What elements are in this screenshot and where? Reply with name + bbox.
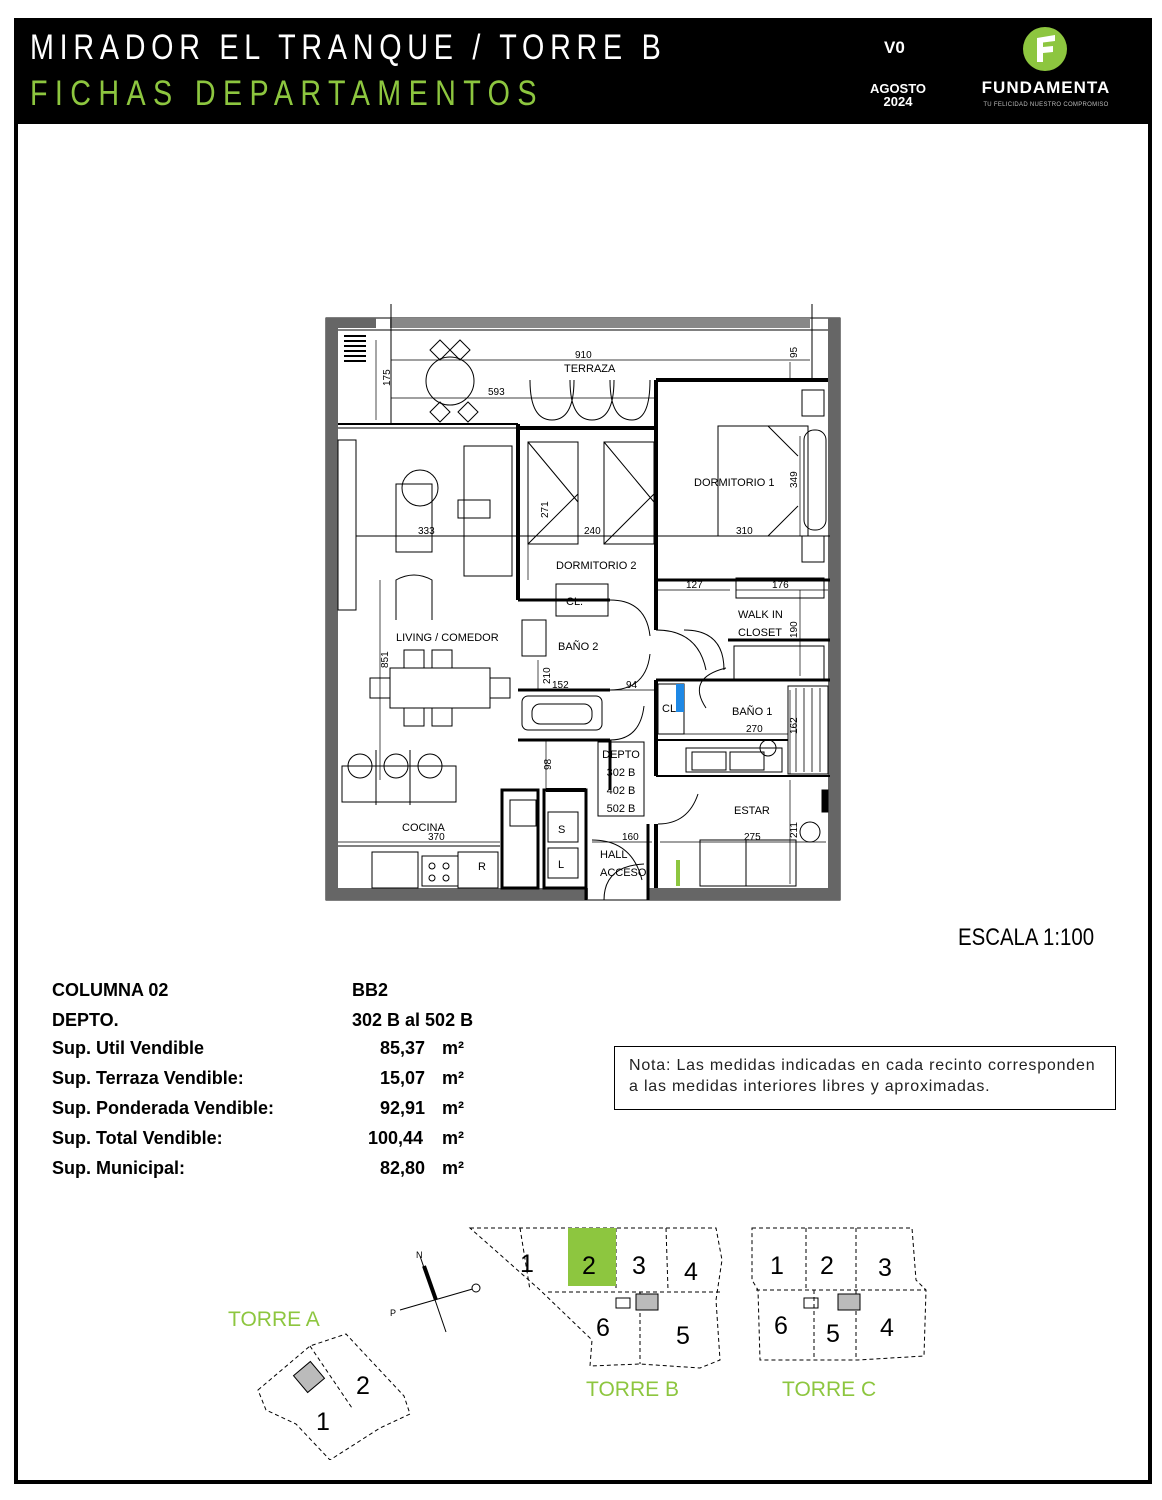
dim-94: 94	[626, 680, 638, 691]
torre-c-unit-6: 6	[774, 1312, 788, 1340]
spec-value: 82,80	[380, 1158, 426, 1178]
depto-box-unit-502: 502 B	[606, 803, 636, 815]
spec-label: COLUMNA 02	[52, 980, 169, 1000]
torre-a-unit-1: 1	[316, 1408, 330, 1436]
torre-c-unit-5: 5	[826, 1320, 840, 1348]
room-label-bano-1: BAÑO 1	[732, 706, 773, 718]
dim-162: 162	[789, 717, 800, 734]
dim-910: 910	[575, 350, 592, 361]
spec-unit: m²	[442, 1128, 464, 1148]
torre-c-unit-4: 4	[880, 1314, 894, 1342]
north-arrow-icon	[400, 1256, 480, 1332]
spec-value: 302 B al 502 B	[352, 1010, 474, 1030]
torre-c-unit-2: 2	[820, 1252, 834, 1280]
spec-label: Sup. Ponderada Vendible:	[52, 1098, 275, 1118]
torre-b-unit-1: 1	[520, 1250, 534, 1278]
note-line-2: a las medidas interiores libres y aproximadas.	[629, 1078, 991, 1095]
scale-label: ESCALA 1:100	[958, 924, 1095, 951]
room-label-hall-2: ACCESO	[600, 867, 647, 879]
dim-240: 240	[584, 526, 601, 537]
compass-n-label: N	[416, 1250, 423, 1260]
dim-211: 211	[789, 822, 800, 838]
room-label-bano-2: BAÑO 2	[558, 641, 599, 653]
room-label-cocina: COCINA	[402, 822, 445, 834]
dim-98: 98	[543, 758, 554, 770]
spec-unit: m²	[442, 1158, 464, 1178]
measurement-note	[614, 1046, 1116, 1110]
floor-plan	[320, 302, 845, 904]
room-label-living: LIVING / COMEDOR	[396, 632, 499, 644]
dim-270: 270	[746, 724, 763, 735]
torre-c-unit-3: 3	[878, 1254, 892, 1282]
closet-label-b: CL	[662, 703, 677, 715]
room-label-hall-1: HALL	[600, 849, 628, 861]
key-plan	[220, 1220, 940, 1460]
dim-190: 190	[789, 621, 800, 638]
spec-unit: m²	[442, 1068, 464, 1088]
dim-275: 275	[744, 832, 761, 843]
spec-value: 85,37	[380, 1038, 426, 1058]
spec-value: BB2	[352, 980, 389, 1000]
depto-box-unit-402: 402 B	[606, 785, 636, 797]
spec-label: Sup. Util Vendible	[52, 1038, 205, 1058]
torre-b-unit-2: 2	[582, 1252, 596, 1280]
room-label-terraza: TERRAZA	[564, 363, 616, 375]
dim-310: 310	[736, 526, 753, 537]
laundry-label-s: S	[558, 824, 566, 836]
brand-tagline: TU FELICIDAD NUESTRO COMPROMISO	[983, 102, 1109, 108]
spec-label: Sup. Municipal:	[52, 1158, 185, 1178]
fridge-label: R	[478, 861, 486, 873]
dim-370: 370	[428, 832, 445, 843]
depto-box-title: DEPTO	[602, 749, 640, 761]
spec-value: 15,07	[380, 1068, 426, 1088]
closet-label-a: CL.	[566, 596, 584, 608]
torre-b-label: TORRE B	[586, 1378, 679, 1401]
dim-271: 271	[540, 501, 551, 518]
torre-b-unit-5: 5	[676, 1322, 690, 1350]
depto-box-unit-302: 302 B	[606, 767, 636, 779]
dim-152: 152	[552, 680, 569, 691]
spec-value: 100,44	[368, 1128, 424, 1148]
room-label-walkin-2: CLOSET	[738, 627, 783, 639]
brand-name: FUNDAMENTA	[981, 78, 1111, 97]
room-label-dormitorio-2: DORMITORIO 2	[556, 560, 637, 572]
dim-175: 175	[382, 369, 393, 386]
dim-210: 210	[542, 667, 553, 684]
dim-176: 176	[772, 580, 789, 591]
spec-unit: m²	[442, 1098, 464, 1118]
date-year: 2024	[883, 94, 913, 109]
page-subtitle: FICHAS DEPARTAMENTOS	[30, 74, 544, 113]
torre-b-unit-6: 6	[596, 1314, 610, 1342]
torre-c-label: TORRE C	[782, 1378, 877, 1401]
dim-95: 95	[789, 346, 800, 358]
project-title: MIRADOR EL TRANQUE / TORRE B	[30, 28, 667, 67]
torre-a-label: TORRE A	[228, 1308, 320, 1331]
date-month: AGOSTO	[869, 81, 927, 96]
spec-label: Sup. Total Vendible:	[52, 1128, 223, 1148]
dim-333: 333	[418, 526, 435, 537]
dim-593: 593	[488, 387, 505, 398]
room-label-walkin-1: WALK IN	[738, 609, 783, 621]
version-label: V0	[884, 38, 905, 57]
dim-160: 160	[622, 832, 639, 843]
laundry-label-l: L	[558, 859, 565, 871]
dim-851: 851	[380, 651, 391, 668]
torre-c-unit-1: 1	[770, 1252, 784, 1280]
torre-b-unit-3: 3	[632, 1252, 646, 1280]
spec-value: 92,91	[380, 1098, 426, 1118]
dim-127: 127	[686, 580, 703, 591]
note-line-1: Nota: Las medidas indicadas en cada recinto corresponden	[629, 1057, 1096, 1074]
room-label-dormitorio-1: DORMITORIO 1	[694, 477, 775, 489]
torre-b-unit-4: 4	[684, 1258, 698, 1286]
spec-label: DEPTO.	[52, 1010, 119, 1030]
room-label-estar: ESTAR	[734, 805, 770, 817]
compass-p-label: P	[390, 1308, 397, 1318]
spec-label: Sup. Terraza Vendible:	[52, 1068, 244, 1088]
torre-a-unit-2: 2	[356, 1372, 370, 1400]
spec-unit: m²	[442, 1038, 464, 1058]
dim-349: 349	[789, 471, 800, 488]
